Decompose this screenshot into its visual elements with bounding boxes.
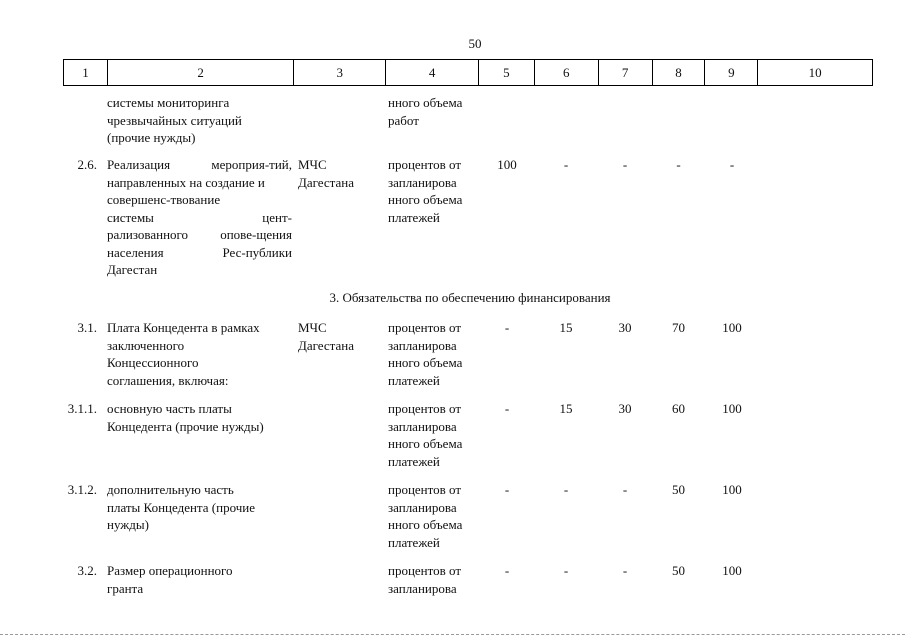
row-value-col6: - <box>563 563 569 578</box>
row-number: 3.1.2. <box>67 482 97 497</box>
row-unit <box>388 481 483 551</box>
row-number: 3.1.1. <box>67 401 97 416</box>
row-unit-line: запланирова <box>388 580 457 596</box>
row-name-line: системы мониторинга <box>107 95 230 110</box>
row-value-col7: - <box>622 157 628 172</box>
row-unit-line: запланирова <box>388 174 457 190</box>
row-value-col7: 30 <box>618 320 632 335</box>
row-value-col8: 50 <box>672 563 685 578</box>
scan-edge-divider <box>0 634 905 637</box>
row-name-line: Плата Концедента в рамках <box>107 320 260 335</box>
row-value-col9: 100 <box>722 401 742 416</box>
row-unit-line: запланирова <box>388 337 457 353</box>
row-unit-line: нного объема <box>388 517 463 532</box>
header-col-10: 10 <box>808 65 822 80</box>
row-unit-line: нного объема <box>388 95 463 110</box>
row-unit-line: платежей <box>388 372 440 388</box>
row-number: 3.1. <box>77 320 97 335</box>
row-unit-line: работ <box>388 112 419 128</box>
row-unit-line: процентов от <box>388 157 462 172</box>
row-name-line: Реализация мероприя-тий, <box>107 157 292 172</box>
row-name-line: рализованного опове-щения <box>107 227 292 242</box>
row-value-col9: 100 <box>722 563 742 578</box>
header-col-3: 3 <box>294 60 386 85</box>
row-name-line: Концедента (прочие нужды) <box>107 418 264 434</box>
row-value-col8: 70 <box>672 320 685 335</box>
row-value-col8: 60 <box>672 401 685 416</box>
row-name-line: совершенс-твование <box>107 192 221 207</box>
row-name <box>107 400 292 435</box>
row-unit-line: процентов от <box>388 563 462 578</box>
header-col-7: 7 <box>599 60 653 85</box>
page-number: 50 <box>468 36 482 51</box>
row-unit <box>388 94 483 129</box>
header-col-4: 4 <box>386 60 479 85</box>
row-name-line: гранта <box>107 580 144 596</box>
row-unit-line: процентов от <box>388 482 462 497</box>
row-unit <box>388 562 483 597</box>
row-value-col7: - <box>622 563 628 578</box>
row-name-line: населения Рес-публики <box>107 244 292 260</box>
row-value-col7: - <box>622 482 628 497</box>
row-number: 2.6. <box>77 157 97 172</box>
row-name-line: системы цент- <box>107 209 292 225</box>
row-name-line: платы Концедента (прочие <box>107 499 255 515</box>
row-executor-line: Дагестана <box>298 337 354 353</box>
row-name-line: заключенного <box>107 337 185 353</box>
row-name <box>107 562 292 597</box>
row-unit <box>388 400 483 470</box>
row-unit-line: платежей <box>388 453 440 469</box>
row-value-col9: 100 <box>722 482 742 497</box>
row-value-col5: - <box>504 482 510 497</box>
row-name-line: нужды) <box>107 517 149 532</box>
row-value-col5: 100 <box>497 157 517 172</box>
row-unit-line: процентов от <box>388 401 462 416</box>
row-value-col9: - <box>729 157 735 172</box>
row-value-col6: - <box>563 157 569 172</box>
row-number: 3.2. <box>77 563 97 578</box>
row-value-col7: 30 <box>618 401 632 416</box>
row-unit-line: процентов от <box>388 320 462 335</box>
row-unit-line: запланирова <box>388 418 457 434</box>
header-col-6: 6 <box>535 60 599 85</box>
header-col-8: 8 <box>653 60 706 85</box>
row-executor-line: МЧС <box>298 157 327 172</box>
row-unit-line: нного объема <box>388 192 463 207</box>
row-value-col5: - <box>504 401 510 416</box>
row-unit-line: нного объема <box>388 436 463 451</box>
row-name <box>107 94 292 147</box>
row-name-line: Концессионного <box>107 355 199 370</box>
table-header-row <box>63 59 873 86</box>
row-name-line: (прочие нужды) <box>107 130 196 145</box>
row-name-line: Размер операционного <box>107 563 233 578</box>
header-col-5: 5 <box>479 60 535 85</box>
row-name-line: Дагестан <box>107 262 158 277</box>
row-executor-line: МЧС <box>298 320 327 335</box>
row-unit-line: платежей <box>388 534 440 550</box>
row-name-line: чрезвычайных ситуаций <box>107 112 242 128</box>
row-executor <box>298 156 383 191</box>
row-unit-line: запланирова <box>388 499 457 515</box>
row-name <box>107 319 292 389</box>
header-col-9: 9 <box>705 60 758 85</box>
header-col-1: 1 <box>64 60 108 85</box>
section-title: 3. Обязательства по обеспечению финансирования <box>329 290 611 305</box>
row-name-line: направленных на создание и <box>107 174 265 190</box>
row-executor-line: Дагестана <box>298 174 354 190</box>
row-unit-line: платежей <box>388 209 440 225</box>
row-value-col6: 15 <box>559 320 573 335</box>
row-value-col6: - <box>563 482 569 497</box>
row-value-col9: 100 <box>722 320 742 335</box>
row-value-col8: 50 <box>672 482 685 497</box>
row-name-line: соглашения, включая: <box>107 372 229 388</box>
row-executor <box>298 319 383 354</box>
row-value-col8: - <box>676 157 681 172</box>
row-value-col6: 15 <box>559 401 573 416</box>
row-unit <box>388 319 483 389</box>
header-col-2: 2 <box>108 60 295 85</box>
row-value-col5: - <box>504 320 510 335</box>
row-name-line: основную часть платы <box>107 401 232 416</box>
row-name <box>107 156 292 279</box>
row-name <box>107 481 292 534</box>
row-unit-line: нного объема <box>388 355 463 370</box>
row-value-col5: - <box>504 563 510 578</box>
row-name-line: дополнительную часть <box>107 482 234 497</box>
row-unit <box>388 156 483 226</box>
